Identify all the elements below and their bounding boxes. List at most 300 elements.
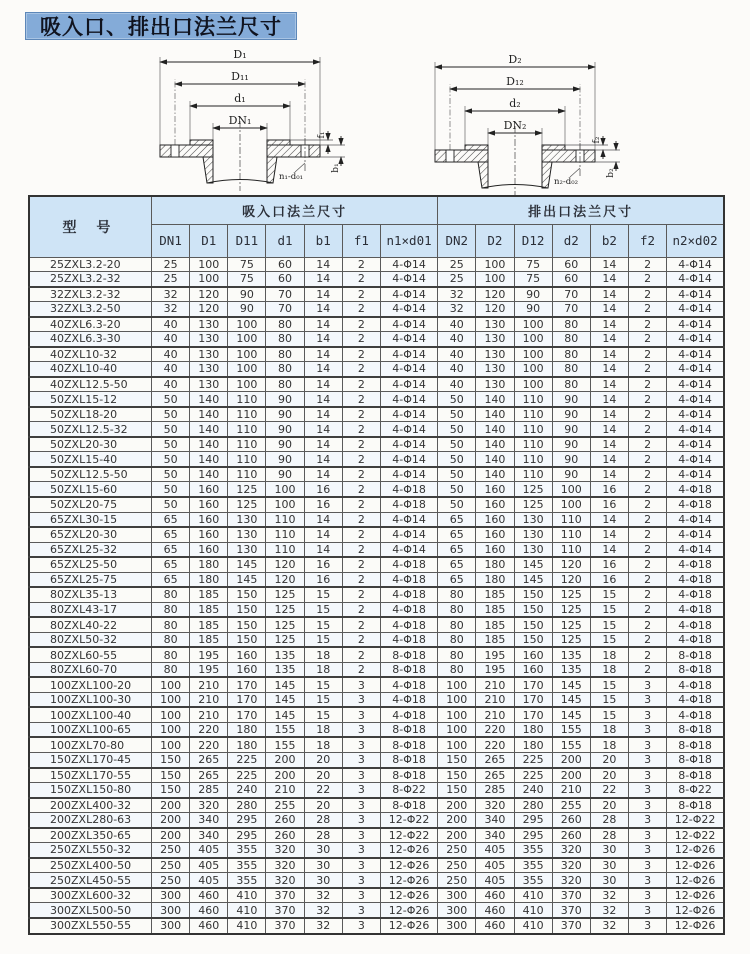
dimension-cell: 195 xyxy=(476,647,514,662)
dimension-cell: 130 xyxy=(190,332,228,347)
dimension-cell: 80 xyxy=(266,362,304,377)
dimension-cell: 4-Φ14 xyxy=(380,362,437,377)
dimension-cell: 18 xyxy=(304,722,342,737)
dimension-cell: 320 xyxy=(190,798,228,813)
dim-label-bolt-circle: D₁₁ xyxy=(231,70,249,83)
dimension-cell: 2 xyxy=(342,647,380,662)
dimension-cell: 110 xyxy=(514,407,552,422)
dimension-cell: 2 xyxy=(628,467,666,482)
dimension-cell: 40 xyxy=(152,362,190,377)
dimension-cell: 280 xyxy=(228,798,266,813)
dimension-cell: 210 xyxy=(476,677,514,692)
dimension-cell: 155 xyxy=(266,722,304,737)
dimension-cell: 355 xyxy=(228,843,266,858)
dimension-cell: 285 xyxy=(190,783,228,798)
dimension-cell: 18 xyxy=(590,737,628,752)
dimension-cell: 16 xyxy=(304,482,342,497)
dim-label-face-height: f₁ xyxy=(317,131,327,139)
dimension-cell: 120 xyxy=(266,557,304,572)
dimension-cell: 185 xyxy=(476,587,514,602)
dimension-cell: 15 xyxy=(590,632,628,647)
dimension-cell: 130 xyxy=(514,542,552,557)
dimension-cell: 28 xyxy=(304,813,342,828)
table-row xyxy=(29,722,724,737)
dimension-cell: 14 xyxy=(304,527,342,542)
dimension-cell: 14 xyxy=(590,302,628,317)
dimension-cell: 50 xyxy=(152,482,190,497)
col-header-d2s: d2 xyxy=(552,224,590,257)
dimension-cell: 125 xyxy=(266,602,304,617)
table-row xyxy=(29,677,724,692)
dimension-cell: 4-Φ14 xyxy=(667,437,724,452)
dimension-cell: 340 xyxy=(190,813,228,828)
dim-label-raised-face: d₂ xyxy=(509,97,521,110)
dimension-cell: 16 xyxy=(304,497,342,512)
dimension-cell: 150 xyxy=(514,632,552,647)
col-header-n1xd01: n1×d01 xyxy=(380,224,437,257)
dimension-cell: 110 xyxy=(552,542,590,557)
dimension-cell: 145 xyxy=(514,557,552,572)
dimension-cell: 150 xyxy=(514,587,552,602)
dimension-cell: 405 xyxy=(190,873,228,888)
dimension-cell: 320 xyxy=(266,843,304,858)
model-cell: 80ZXL40-22 xyxy=(29,617,152,632)
dimension-cell: 14 xyxy=(304,347,342,362)
dimension-cell: 4-Φ18 xyxy=(667,587,724,602)
dim-label-face-height: f₂ xyxy=(592,136,602,144)
dimension-cell: 160 xyxy=(476,497,514,512)
table-row xyxy=(29,257,724,272)
dimension-cell: 370 xyxy=(552,888,590,903)
dimension-cell: 410 xyxy=(228,903,266,918)
model-cell: 65ZXL25-75 xyxy=(29,572,152,587)
dimension-cell: 225 xyxy=(228,768,266,783)
dimension-cell: 2 xyxy=(342,272,380,287)
dimension-cell: 2 xyxy=(628,302,666,317)
dimension-cell: 75 xyxy=(228,272,266,287)
dimension-cell: 100 xyxy=(152,722,190,737)
dimension-cell: 150 xyxy=(228,587,266,602)
dimension-cell: 110 xyxy=(228,452,266,467)
model-cell: 50ZXL18-20 xyxy=(29,407,152,422)
dimension-cell: 300 xyxy=(438,918,476,934)
dimension-cell: 220 xyxy=(190,737,228,752)
dimension-cell: 125 xyxy=(228,482,266,497)
dimension-cell: 15 xyxy=(590,692,628,707)
dimension-cell: 65 xyxy=(438,572,476,587)
table-row xyxy=(29,482,724,497)
dimension-cell: 220 xyxy=(476,737,514,752)
model-cell: 200ZXL400-32 xyxy=(29,798,152,813)
dimension-cell: 405 xyxy=(476,843,514,858)
model-cell: 50ZXL15-12 xyxy=(29,392,152,407)
dimension-cell: 3 xyxy=(342,798,380,813)
dimension-cell: 18 xyxy=(590,662,628,677)
dimension-cell: 150 xyxy=(152,783,190,798)
dimension-cell: 60 xyxy=(552,257,590,272)
dimension-cell: 4-Φ18 xyxy=(667,632,724,647)
dimension-cell: 260 xyxy=(552,828,590,843)
table-row xyxy=(29,302,724,317)
dimension-cell: 2 xyxy=(342,257,380,272)
dimension-cell: 110 xyxy=(228,422,266,437)
dimension-cell: 2 xyxy=(628,377,666,392)
col-header-f1: f1 xyxy=(342,224,380,257)
dimension-cell: 250 xyxy=(438,843,476,858)
dimension-cell: 150 xyxy=(152,768,190,783)
dimension-cell: 130 xyxy=(514,512,552,527)
dimension-cell: 4-Φ18 xyxy=(667,497,724,512)
dimension-cell: 320 xyxy=(552,873,590,888)
dimension-cell: 160 xyxy=(476,527,514,542)
dimension-cell: 2 xyxy=(628,332,666,347)
dimension-cell: 30 xyxy=(304,843,342,858)
dimension-cell: 100 xyxy=(552,497,590,512)
dimension-cell: 130 xyxy=(190,362,228,377)
table-row xyxy=(29,813,724,828)
dimension-cell: 18 xyxy=(590,722,628,737)
dimension-cell: 3 xyxy=(342,753,380,768)
dimension-cell: 2 xyxy=(342,302,380,317)
dim-label-bore: DN₁ xyxy=(228,114,252,127)
dimension-cell: 14 xyxy=(304,422,342,437)
dimension-cell: 80 xyxy=(152,602,190,617)
dimension-cell: 140 xyxy=(476,407,514,422)
dimension-cell: 4-Φ14 xyxy=(380,527,437,542)
dimension-cell: 14 xyxy=(590,437,628,452)
dimension-cell: 140 xyxy=(476,392,514,407)
table-row xyxy=(29,497,724,512)
dimension-cell: 4-Φ18 xyxy=(380,677,437,692)
dimension-cell: 300 xyxy=(152,903,190,918)
dimension-cell: 14 xyxy=(304,362,342,377)
dimension-cell: 100 xyxy=(228,332,266,347)
dimension-cell: 14 xyxy=(590,407,628,422)
dimension-cell: 100 xyxy=(438,707,476,722)
dimension-cell: 80 xyxy=(152,617,190,632)
dimension-cell: 200 xyxy=(152,828,190,843)
model-cell: 40ZXL12.5-50 xyxy=(29,377,152,392)
dimension-cell: 28 xyxy=(304,828,342,843)
dimension-cell: 2 xyxy=(628,497,666,512)
col-header-d12: D12 xyxy=(514,224,552,257)
dimension-cell: 12-Φ22 xyxy=(380,828,437,843)
dimension-cell: 4-Φ14 xyxy=(380,467,437,482)
dimension-cell: 18 xyxy=(304,662,342,677)
model-cell: 200ZXL280-63 xyxy=(29,813,152,828)
model-cell: 80ZXL50-32 xyxy=(29,632,152,647)
table-row xyxy=(29,287,724,302)
dimension-cell: 100 xyxy=(228,377,266,392)
dimension-cell: 210 xyxy=(476,692,514,707)
dimension-cell: 4-Φ18 xyxy=(380,617,437,632)
model-cell: 80ZXL60-55 xyxy=(29,647,152,662)
dimension-cell: 110 xyxy=(228,437,266,452)
dimension-cell: 260 xyxy=(266,828,304,843)
dimension-cell: 80 xyxy=(266,332,304,347)
dimension-cell: 2 xyxy=(628,317,666,332)
dimension-cell: 14 xyxy=(590,257,628,272)
dimension-cell: 180 xyxy=(190,557,228,572)
dimension-cell: 12-Φ26 xyxy=(667,918,724,934)
table-row xyxy=(29,903,724,918)
dimension-cell: 125 xyxy=(552,617,590,632)
dimension-cell: 355 xyxy=(514,858,552,873)
dimension-cell: 240 xyxy=(228,783,266,798)
dimension-cell: 185 xyxy=(190,632,228,647)
dimension-cell: 50 xyxy=(438,437,476,452)
dimension-cell: 15 xyxy=(590,677,628,692)
dimension-cell: 405 xyxy=(190,843,228,858)
dimension-cell: 4-Φ18 xyxy=(667,482,724,497)
dimension-cell: 80 xyxy=(438,662,476,677)
dimension-cell: 320 xyxy=(476,798,514,813)
dimension-cell: 4-Φ14 xyxy=(667,362,724,377)
dimension-cell: 4-Φ14 xyxy=(667,302,724,317)
dimension-cell: 150 xyxy=(438,783,476,798)
dimension-cell: 40 xyxy=(152,347,190,362)
dimension-cell: 220 xyxy=(476,722,514,737)
table-row xyxy=(29,617,724,632)
dimension-cell: 60 xyxy=(266,272,304,287)
dimension-cell: 2 xyxy=(628,272,666,287)
col-header-b2: b2 xyxy=(590,224,628,257)
dimension-cell: 3 xyxy=(342,813,380,828)
dimension-cell: 90 xyxy=(552,437,590,452)
dimension-cell: 145 xyxy=(552,677,590,692)
dimension-cell: 135 xyxy=(266,662,304,677)
dimension-cell: 70 xyxy=(552,287,590,302)
model-cell: 150ZXL170-55 xyxy=(29,768,152,783)
dimension-cell: 90 xyxy=(228,287,266,302)
dimension-cell: 50 xyxy=(438,422,476,437)
model-cell: 25ZXL3.2-32 xyxy=(29,272,152,287)
dimension-cell: 15 xyxy=(304,587,342,602)
dimension-cell: 8-Φ18 xyxy=(667,662,724,677)
table-row xyxy=(29,542,724,557)
table-row xyxy=(29,632,724,647)
dimension-cell: 8-Φ18 xyxy=(667,737,724,752)
dimension-cell: 180 xyxy=(228,737,266,752)
dimension-cell: 75 xyxy=(228,257,266,272)
dimension-cell: 100 xyxy=(190,257,228,272)
dimension-cell: 14 xyxy=(304,467,342,482)
dimension-cell: 125 xyxy=(514,497,552,512)
dimension-cell: 110 xyxy=(228,392,266,407)
dimension-cell: 160 xyxy=(514,662,552,677)
dimension-cell: 100 xyxy=(514,317,552,332)
dimension-cell: 14 xyxy=(590,332,628,347)
dimension-cell: 32 xyxy=(304,903,342,918)
dimension-cell: 12-Φ26 xyxy=(380,873,437,888)
dimension-cell: 2 xyxy=(342,482,380,497)
dimension-cell: 355 xyxy=(514,873,552,888)
dimension-cell: 14 xyxy=(590,512,628,527)
dimension-cell: 160 xyxy=(190,542,228,557)
col-header-d2: D2 xyxy=(476,224,514,257)
dimension-cell: 50 xyxy=(438,407,476,422)
dimension-cell: 260 xyxy=(552,813,590,828)
dimension-cell: 90 xyxy=(266,407,304,422)
dimension-cell: 80 xyxy=(266,377,304,392)
dimension-cell: 50 xyxy=(438,467,476,482)
dimension-cell: 145 xyxy=(228,557,266,572)
dimension-cell: 125 xyxy=(266,632,304,647)
dimension-cell: 15 xyxy=(304,677,342,692)
dimension-cell: 80 xyxy=(152,632,190,647)
model-cell: 100ZXL100-40 xyxy=(29,707,152,722)
dimension-cell: 80 xyxy=(152,662,190,677)
dimension-cell: 110 xyxy=(514,452,552,467)
dimension-cell: 75 xyxy=(514,257,552,272)
dimension-cell: 145 xyxy=(266,707,304,722)
dimension-cell: 145 xyxy=(552,707,590,722)
dimension-cell: 145 xyxy=(228,572,266,587)
dimension-cell: 40 xyxy=(438,362,476,377)
model-cell: 300ZXL600-32 xyxy=(29,888,152,903)
col-header-model: 型 号 xyxy=(29,196,152,257)
model-cell: 65ZXL30-15 xyxy=(29,512,152,527)
dim-label-outer-dia: D₁ xyxy=(233,48,247,61)
discharge-flange-diagram xyxy=(420,50,630,198)
dimension-cell: 340 xyxy=(476,828,514,843)
dimension-cell: 16 xyxy=(304,557,342,572)
dimension-cell: 12-Φ22 xyxy=(667,828,724,843)
dimension-cell: 8-Φ18 xyxy=(380,753,437,768)
dimension-cell: 32 xyxy=(152,302,190,317)
dimension-cell: 18 xyxy=(590,647,628,662)
discharge-group-header: 排出口法兰尺寸 xyxy=(438,196,724,224)
dimension-cell: 4-Φ14 xyxy=(667,332,724,347)
dimension-cell: 250 xyxy=(152,858,190,873)
dimension-cell: 80 xyxy=(552,362,590,377)
dimension-cell: 140 xyxy=(476,437,514,452)
dimension-cell: 300 xyxy=(438,888,476,903)
col-header-n2xd02: n2×d02 xyxy=(667,224,724,257)
dimension-cell: 100 xyxy=(438,737,476,752)
dimension-cell: 320 xyxy=(552,843,590,858)
dimension-cell: 65 xyxy=(152,542,190,557)
dimension-cell: 460 xyxy=(190,918,228,934)
dimension-cell: 4-Φ18 xyxy=(667,557,724,572)
dimension-cell: 15 xyxy=(590,617,628,632)
dimension-cell: 3 xyxy=(628,722,666,737)
dimension-cell: 125 xyxy=(552,587,590,602)
dimension-cell: 170 xyxy=(514,707,552,722)
model-cell: 250ZXL550-32 xyxy=(29,843,152,858)
dimension-cell: 8-Φ18 xyxy=(667,798,724,813)
dimension-cell: 4-Φ14 xyxy=(380,272,437,287)
dimension-cell: 80 xyxy=(438,632,476,647)
table-row xyxy=(29,783,724,798)
dimension-cell: 2 xyxy=(342,422,380,437)
dimension-cell: 90 xyxy=(266,437,304,452)
dimension-cell: 90 xyxy=(266,392,304,407)
dimension-cell: 3 xyxy=(342,722,380,737)
dimension-cell: 100 xyxy=(476,257,514,272)
table-row xyxy=(29,647,724,662)
dimension-cell: 4-Φ14 xyxy=(380,302,437,317)
dimension-cell: 250 xyxy=(152,873,190,888)
dimension-cell: 40 xyxy=(438,317,476,332)
dimension-cell: 90 xyxy=(552,392,590,407)
dimension-cell: 280 xyxy=(514,798,552,813)
dimension-cell: 80 xyxy=(438,587,476,602)
dimension-cell: 4-Φ18 xyxy=(380,587,437,602)
dimension-cell: 25 xyxy=(152,257,190,272)
dimension-cell: 3 xyxy=(628,873,666,888)
table-row xyxy=(29,362,724,377)
dimension-cell: 14 xyxy=(590,287,628,302)
dimension-cell: 2 xyxy=(628,572,666,587)
dimension-cell: 3 xyxy=(628,753,666,768)
dimension-cell: 130 xyxy=(514,527,552,542)
dimension-cell: 8-Φ22 xyxy=(380,783,437,798)
model-cell: 65ZXL25-32 xyxy=(29,542,152,557)
dimension-cell: 30 xyxy=(590,843,628,858)
dimension-cell: 210 xyxy=(266,783,304,798)
model-cell: 300ZXL500-50 xyxy=(29,903,152,918)
dimension-cell: 20 xyxy=(304,768,342,783)
dimension-cell: 2 xyxy=(628,617,666,632)
dimension-cell: 2 xyxy=(628,422,666,437)
dimension-cell: 140 xyxy=(190,422,228,437)
dimension-cell: 130 xyxy=(228,512,266,527)
model-cell: 65ZXL25-50 xyxy=(29,557,152,572)
dimension-cell: 3 xyxy=(342,707,380,722)
dimension-cell: 50 xyxy=(438,452,476,467)
dimension-cell: 4-Φ18 xyxy=(380,557,437,572)
dimension-cell: 100 xyxy=(438,722,476,737)
dimension-cell: 8-Φ22 xyxy=(667,783,724,798)
dimension-cell: 120 xyxy=(190,302,228,317)
dimension-cell: 4-Φ14 xyxy=(667,287,724,302)
dimension-cell: 340 xyxy=(190,828,228,843)
model-cell: 80ZXL60-70 xyxy=(29,662,152,677)
dimension-cell: 340 xyxy=(476,813,514,828)
dimension-cell: 2 xyxy=(628,452,666,467)
table-row xyxy=(29,557,724,572)
dimension-cell: 145 xyxy=(266,677,304,692)
model-cell: 250ZXL400-50 xyxy=(29,858,152,873)
dimension-cell: 3 xyxy=(342,677,380,692)
dimension-cell: 130 xyxy=(190,317,228,332)
dimension-cell: 4-Φ14 xyxy=(380,542,437,557)
dimension-cell: 4-Φ14 xyxy=(667,347,724,362)
dimension-cell: 160 xyxy=(228,647,266,662)
dimension-cell: 130 xyxy=(190,377,228,392)
dimension-cell: 80 xyxy=(438,617,476,632)
dimension-cell: 110 xyxy=(228,407,266,422)
dimension-cell: 200 xyxy=(152,798,190,813)
dimension-cell: 100 xyxy=(228,362,266,377)
dimension-cell: 4-Φ14 xyxy=(380,392,437,407)
header-group-row xyxy=(29,196,724,224)
dimension-cell: 32 xyxy=(438,287,476,302)
dimension-cell: 65 xyxy=(438,542,476,557)
dimension-cell: 4-Φ14 xyxy=(380,287,437,302)
dim-label-bore: DN₂ xyxy=(503,119,527,132)
dimension-cell: 80 xyxy=(552,377,590,392)
dimension-cell: 18 xyxy=(304,647,342,662)
col-header-dn2: DN2 xyxy=(438,224,476,257)
dimension-cell: 185 xyxy=(476,617,514,632)
dimension-cell: 210 xyxy=(190,707,228,722)
dimension-cell: 2 xyxy=(628,407,666,422)
dimension-cell: 2 xyxy=(342,527,380,542)
dimension-cell: 3 xyxy=(628,888,666,903)
dimension-cell: 32 xyxy=(590,918,628,934)
